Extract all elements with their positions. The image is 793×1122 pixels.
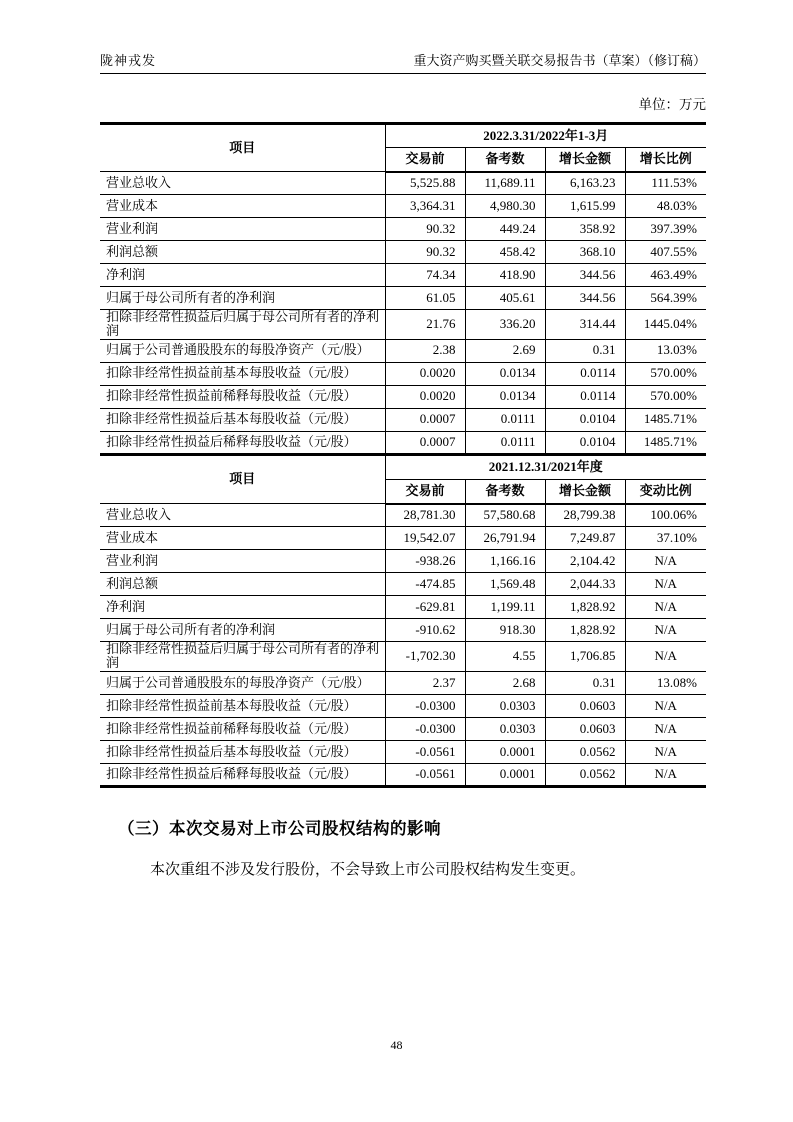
column-header-pre-deal: 交易前 — [385, 480, 465, 504]
table-header-row — [100, 124, 706, 148]
value-cell: 7,249.87 — [545, 527, 625, 550]
table-row — [100, 339, 706, 362]
value-cell: 6,163.23 — [545, 172, 625, 195]
value-cell: -910.62 — [385, 619, 465, 642]
item-cell: 营业成本 — [100, 527, 385, 550]
value-cell: 90.32 — [385, 218, 465, 241]
value-cell: 1,569.48 — [465, 573, 545, 596]
value-cell: 0.0134 — [465, 385, 545, 408]
value-cell: -938.26 — [385, 550, 465, 573]
value-cell: 0.0114 — [545, 385, 625, 408]
value-cell: 0.0020 — [385, 362, 465, 385]
value-cell: N/A — [625, 740, 706, 763]
value-cell: 0.0603 — [545, 694, 625, 717]
value-cell: 5,525.88 — [385, 172, 465, 195]
value-cell: 344.56 — [545, 264, 625, 287]
value-cell: 1445.04% — [625, 310, 706, 340]
value-cell: N/A — [625, 596, 706, 619]
value-cell: -0.0300 — [385, 717, 465, 740]
table-row — [100, 619, 706, 642]
table-row — [100, 385, 706, 408]
value-cell: 74.34 — [385, 264, 465, 287]
value-cell: N/A — [625, 619, 706, 642]
item-cell: 净利润 — [100, 264, 385, 287]
table-row — [100, 527, 706, 550]
item-cell: 营业利润 — [100, 550, 385, 573]
value-cell: 2.69 — [465, 339, 545, 362]
value-cell: 2,044.33 — [545, 573, 625, 596]
value-cell: 0.0001 — [465, 740, 545, 763]
value-cell: 1,706.85 — [545, 642, 625, 672]
value-cell: 358.92 — [545, 218, 625, 241]
column-header-pre-deal: 交易前 — [385, 148, 465, 172]
column-header-growth-amount: 增长金额 — [545, 480, 625, 504]
value-cell: 2.68 — [465, 671, 545, 694]
value-cell: 2.38 — [385, 339, 465, 362]
value-cell: 21.76 — [385, 310, 465, 340]
value-cell: 2,104.42 — [545, 550, 625, 573]
value-cell: 100.06% — [625, 504, 706, 527]
item-cell: 营业总收入 — [100, 172, 385, 195]
value-cell: 48.03% — [625, 195, 706, 218]
value-cell: N/A — [625, 717, 706, 740]
value-cell: 0.0104 — [545, 431, 625, 454]
table-row — [100, 573, 706, 596]
table-row — [100, 740, 706, 763]
value-cell: 570.00% — [625, 362, 706, 385]
item-cell: 利润总额 — [100, 241, 385, 264]
item-cell: 归属于公司普通股股东的每股净资产（元/股） — [100, 339, 385, 362]
column-header-growth-amount: 增长金额 — [545, 148, 625, 172]
value-cell: 0.0020 — [385, 385, 465, 408]
table-header-row — [100, 456, 706, 480]
value-cell: 26,791.94 — [465, 527, 545, 550]
item-cell: 扣除非经常性损益后稀释每股收益（元/股） — [100, 763, 385, 786]
value-cell: 1,166.16 — [465, 550, 545, 573]
value-cell: N/A — [625, 573, 706, 596]
value-cell: 0.0007 — [385, 408, 465, 431]
value-cell: N/A — [625, 642, 706, 672]
value-cell: 0.0603 — [545, 717, 625, 740]
item-cell: 扣除非经常性损益前基本每股收益（元/股） — [100, 362, 385, 385]
item-cell: 营业总收入 — [100, 504, 385, 527]
value-cell: -474.85 — [385, 573, 465, 596]
value-cell: -629.81 — [385, 596, 465, 619]
value-cell: 111.53% — [625, 172, 706, 195]
value-cell: 0.0111 — [465, 408, 545, 431]
value-cell: 344.56 — [545, 287, 625, 310]
column-header-growth-ratio: 增长比例 — [625, 148, 706, 172]
value-cell: 61.05 — [385, 287, 465, 310]
period-header: 2022.3.31/2022年1-3月 — [385, 124, 706, 148]
value-cell: 3,364.31 — [385, 195, 465, 218]
table-row — [100, 431, 706, 454]
item-cell: 扣除非经常性损益前稀释每股收益（元/股） — [100, 717, 385, 740]
value-cell: 564.39% — [625, 287, 706, 310]
value-cell: 368.10 — [545, 241, 625, 264]
column-header-change-ratio: 变动比例 — [625, 480, 706, 504]
value-cell: -1,702.30 — [385, 642, 465, 672]
item-cell: 利润总额 — [100, 573, 385, 596]
table-row — [100, 504, 706, 527]
value-cell: 918.30 — [465, 619, 545, 642]
item-cell: 净利润 — [100, 596, 385, 619]
item-cell: 扣除非经常性损益前基本每股收益（元/股） — [100, 694, 385, 717]
table-row — [100, 550, 706, 573]
value-cell: -0.0300 — [385, 694, 465, 717]
value-cell: 57,580.68 — [465, 504, 545, 527]
value-cell: 0.0303 — [465, 717, 545, 740]
period-header: 2021.12.31/2021年度 — [385, 456, 706, 480]
value-cell: 28,799.38 — [545, 504, 625, 527]
section-paragraph: 本次重组不涉及发行股份，不会导致上市公司股权结构发生变更。 — [150, 861, 586, 878]
table-row — [100, 241, 706, 264]
table-row — [100, 408, 706, 431]
value-cell: 570.00% — [625, 385, 706, 408]
value-cell: 418.90 — [465, 264, 545, 287]
item-cell: 营业利润 — [100, 218, 385, 241]
value-cell: N/A — [625, 763, 706, 786]
value-cell: 1,199.11 — [465, 596, 545, 619]
value-cell: 336.20 — [465, 310, 545, 340]
table-row — [100, 763, 706, 786]
value-cell: -0.0561 — [385, 763, 465, 786]
value-cell: 13.03% — [625, 339, 706, 362]
table-row — [100, 218, 706, 241]
value-cell: 1,828.92 — [545, 596, 625, 619]
column-header-proforma: 备考数 — [465, 148, 545, 172]
table-row — [100, 310, 706, 340]
section-heading: （三）本次交易对上市公司股权结构的影响 — [118, 819, 441, 838]
table-row — [100, 264, 706, 287]
value-cell: 90.32 — [385, 241, 465, 264]
value-cell: N/A — [625, 694, 706, 717]
table-row — [100, 694, 706, 717]
value-cell: 1,615.99 — [545, 195, 625, 218]
value-cell: 0.0114 — [545, 362, 625, 385]
item-cell: 扣除非经常性损益后基本每股收益（元/股） — [100, 740, 385, 763]
value-cell: 405.61 — [465, 287, 545, 310]
unit-label: 单位：万元 — [638, 97, 706, 112]
item-cell: 归属于母公司所有者的净利润 — [100, 287, 385, 310]
value-cell: 314.44 — [545, 310, 625, 340]
value-cell: 0.0104 — [545, 408, 625, 431]
running-header-right: 重大资产购买暨关联交易报告书（草案）（修订稿） — [413, 53, 706, 68]
table-row — [100, 596, 706, 619]
value-cell: 0.0562 — [545, 763, 625, 786]
page-content — [100, 0, 706, 881]
table-row — [100, 287, 706, 310]
financial-table-2022 — [100, 122, 706, 455]
item-cell: 扣除非经常性损益后基本每股收益（元/股） — [100, 408, 385, 431]
item-column-header: 项目 — [100, 124, 385, 172]
running-header — [100, 0, 706, 74]
item-cell: 扣除非经常性损益后稀释每股收益（元/股） — [100, 431, 385, 454]
item-cell: 归属于公司普通股股东的每股净资产（元/股） — [100, 671, 385, 694]
table-row — [100, 671, 706, 694]
table-row — [100, 717, 706, 740]
value-cell: 37.10% — [625, 527, 706, 550]
value-cell: 463.49% — [625, 264, 706, 287]
value-cell: 0.0303 — [465, 694, 545, 717]
value-cell: 1485.71% — [625, 431, 706, 454]
item-cell: 营业成本 — [100, 195, 385, 218]
value-cell: 0.0562 — [545, 740, 625, 763]
item-cell: 扣除非经常性损益前稀释每股收益（元/股） — [100, 385, 385, 408]
value-cell: 1,828.92 — [545, 619, 625, 642]
value-cell: 2.37 — [385, 671, 465, 694]
table-row — [100, 642, 706, 672]
value-cell: 11,689.11 — [465, 172, 545, 195]
table-row — [100, 362, 706, 385]
page-number: 48 — [390, 1038, 403, 1052]
column-header-proforma: 备考数 — [465, 480, 545, 504]
value-cell: 458.42 — [465, 241, 545, 264]
table-row — [100, 195, 706, 218]
table-row — [100, 172, 706, 195]
value-cell: N/A — [625, 550, 706, 573]
item-cell: 归属于母公司所有者的净利润 — [100, 619, 385, 642]
value-cell: 0.0007 — [385, 431, 465, 454]
running-header-left: 陇神戎发 — [100, 53, 157, 68]
value-cell: 19,542.07 — [385, 527, 465, 550]
value-cell: 0.0111 — [465, 431, 545, 454]
value-cell: 1485.71% — [625, 408, 706, 431]
item-column-header: 项目 — [100, 456, 385, 504]
value-cell: 13.08% — [625, 671, 706, 694]
item-cell: 扣除非经常性损益后归属于母公司所有者的净利润 — [100, 642, 385, 672]
value-cell: 28,781.30 — [385, 504, 465, 527]
item-cell: 扣除非经常性损益后归属于母公司所有者的净利润 — [100, 310, 385, 340]
value-cell: 4.55 — [465, 642, 545, 672]
value-cell: -0.0561 — [385, 740, 465, 763]
value-cell: 407.55% — [625, 241, 706, 264]
value-cell: 4,980.30 — [465, 195, 545, 218]
value-cell: 0.31 — [545, 339, 625, 362]
value-cell: 0.0134 — [465, 362, 545, 385]
financial-table-2021 — [100, 455, 706, 788]
value-cell: 449.24 — [465, 218, 545, 241]
value-cell: 0.0001 — [465, 763, 545, 786]
value-cell: 0.31 — [545, 671, 625, 694]
value-cell: 397.39% — [625, 218, 706, 241]
